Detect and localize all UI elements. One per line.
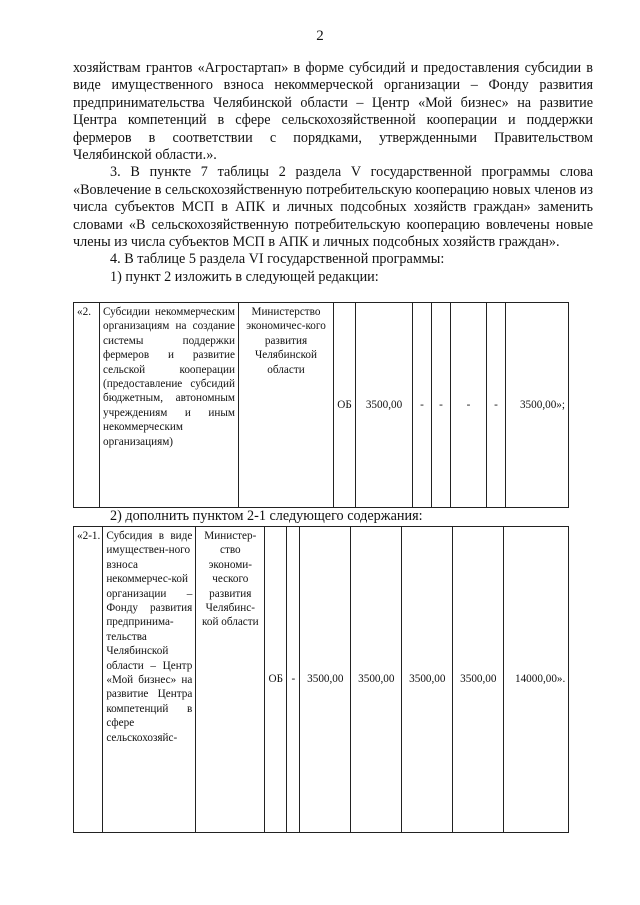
- document-body: [73, 60, 593, 286]
- total-cell: 14000,00».: [504, 527, 569, 833]
- table-item-2-1: [73, 526, 569, 833]
- value-cell-1: 3500,00: [356, 303, 413, 508]
- value-cell-5: 3500,00: [453, 527, 504, 833]
- table-item-2: [73, 302, 569, 508]
- paragraph-grants-continuation: хозяйствам грантов «Агростартап» в форме субсидий и предоставления субсидии в виде имущественного взноса некоммерческой организации – Фонду развития предпринимательства Челябинской области – Центр «Мой бизнес» на развитие Центра компетенций в сфере сельскохозяйственной кооперации и поддержки фермеров в соответствии с порядками, утвержденными Правительством Челябинской области.».: [73, 60, 593, 164]
- value-cell-1: -: [287, 527, 300, 833]
- paragraph-item-3: 3. В пункте 7 таблицы 2 раздела V государственной программы слова «Вовлечение в сельскохозяйственную потребительскую кооперацию новых членов из числа субъектов МСП в АПК и личных подсобных хозяйств граждан» заменить словами «В сельскохозяйственную потребительскую кооперацию вовлечены новые члены из числа субъектов МСП в АПК и личных подсобных хозяйств граждан».: [73, 164, 593, 251]
- measure-name-cell: Субсидии некоммерческим организациям на создание системы поддержки фермеров и развитие сельской кооперации (предоставление субсидий бюджетным, автономным учреждениям и иным некоммерческим организациям): [100, 303, 239, 508]
- measure-name-cell: Субсидия в виде имуществен-ного взноса некоммерчес-кой организации – Фонду развития предпринима-тельства Челябинской области – Центр «Мой бизнес» на развитие Центра компетенций в сфере сельскохозяйс-: [103, 527, 196, 833]
- paragraph-subitem-1: 1) пункт 2 изложить в следующей редакции:: [110, 268, 379, 285]
- funding-source-cell: ОБ: [334, 303, 356, 508]
- funding-source-cell: ОБ: [265, 527, 287, 833]
- paragraph-subitem-2: 2) дополнить пунктом 2-1 следующего содержания:: [110, 508, 423, 524]
- table-row: [74, 303, 569, 508]
- ministry-cell: Министерство экономичес-кого развития Челябинской области: [239, 303, 334, 508]
- paragraph-item-4: 4. В таблице 5 раздела VI государственной программы:: [110, 251, 445, 268]
- value-cell-3: 3500,00: [351, 527, 402, 833]
- total-cell: 3500,00»;: [506, 303, 569, 508]
- value-cell-4: 3500,00: [402, 527, 453, 833]
- value-cell-5: -: [487, 303, 506, 508]
- value-cell-2: 3500,00: [300, 527, 351, 833]
- value-cell-3: -: [432, 303, 451, 508]
- page-number: 2: [316, 28, 324, 44]
- value-cell-2: -: [413, 303, 432, 508]
- row-number-cell: «2-1.: [74, 527, 103, 833]
- table-row: [74, 527, 569, 833]
- value-cell-4: -: [451, 303, 487, 508]
- ministry-cell: Министер-ство экономи-ческого развития Челябинс-кой области: [196, 527, 265, 833]
- row-number-cell: «2.: [74, 303, 100, 508]
